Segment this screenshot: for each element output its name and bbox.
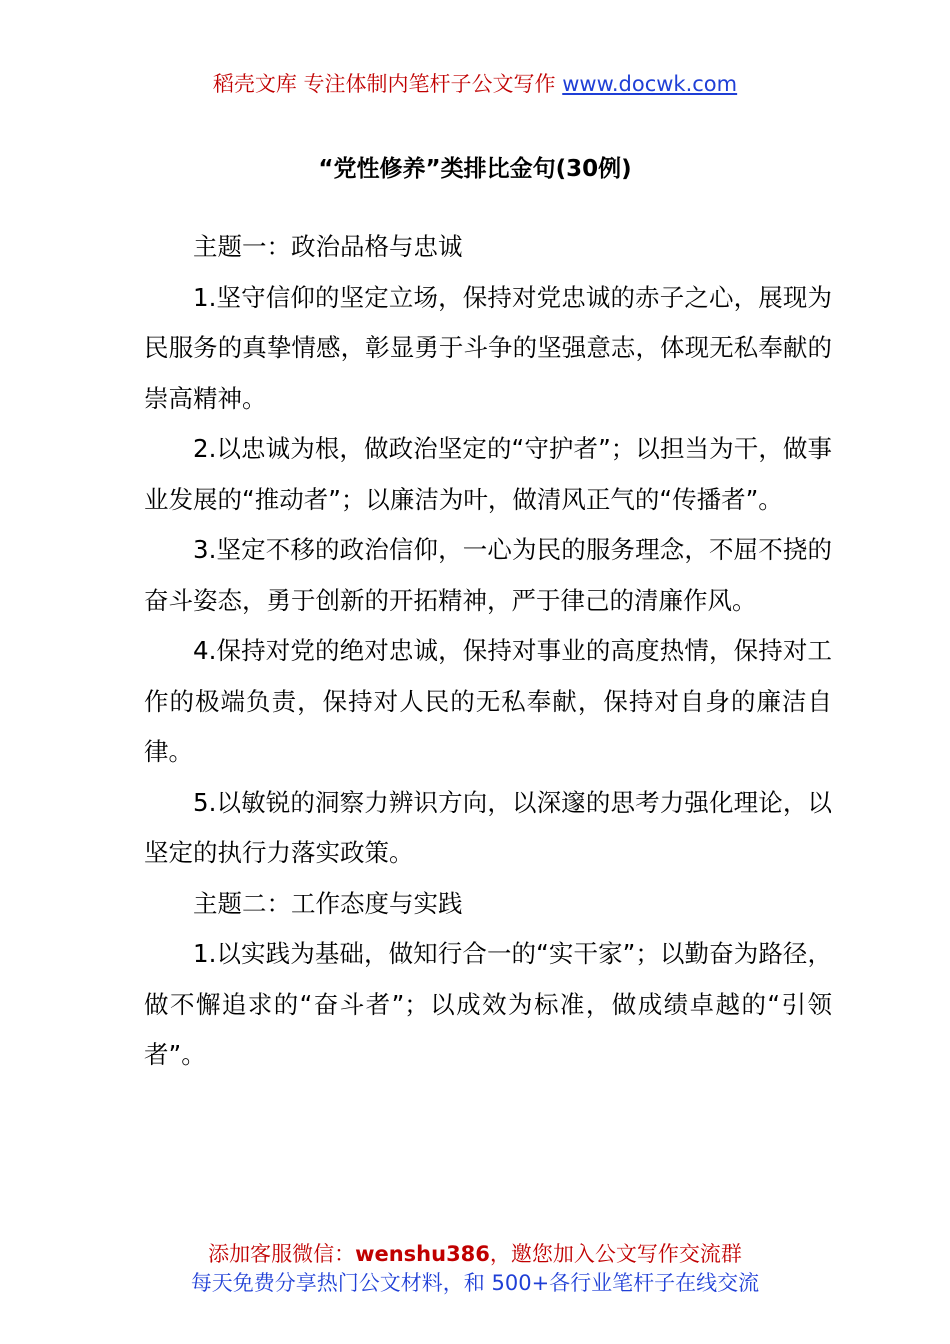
section-heading-2: 主题二：工作态度与实践 bbox=[193, 888, 463, 918]
footer-share-line: 每天免费分享热门公文材料，和 500+各行业笔杆子在线交流 bbox=[190, 1271, 760, 1295]
website-link[interactable]: www.docwk.com bbox=[562, 72, 738, 96]
wechat-id: wenshu386 bbox=[355, 1242, 490, 1266]
paragraph-item: 4.保持对党的绝对忠诚，保持对事业的高度热情，保持对工作的极端负责，保持对人民的无私奉献，保持对自身的廉洁自律。 bbox=[144, 636, 832, 766]
paragraph-item: 5.以敏锐的洞察力辨识方向，以深邃的思考力强化理论，以坚定的执行力落实政策。 bbox=[144, 787, 832, 867]
footer-prefix: 添加客服微信： bbox=[208, 1242, 356, 1266]
paragraph-item: 1.以实践为基础，做知行合一的“实干家”；以勤奋为路径，做不懈追求的“奋斗者”；以成效为标准，做成绩卓越的“引领者”。 bbox=[144, 939, 832, 1069]
document-body bbox=[144, 222, 832, 1081]
page-footer bbox=[0, 1240, 950, 1298]
footer-suffix: ，邀您加入公文写作交流群 bbox=[489, 1242, 742, 1266]
document-title: “党性修养”类排比金句(30例) bbox=[318, 156, 632, 182]
section-heading-1: 主题一：政治品格与忠诚 bbox=[193, 232, 463, 261]
footer-wechat-line bbox=[0, 1240, 950, 1269]
paragraph-item: 3.坚定不移的政治信仰，一心为民的服务理念，不屈不挠的奋斗姿态，勇于创新的开拓精神，严于律己的清廉作风。 bbox=[144, 535, 832, 615]
paragraph-item: 1.坚守信仰的坚定立场，保持对党忠诚的赤子之心，展现为民服务的真挚情感，彰显勇于斗争的坚强意志，体现无私奉献的崇高精神。 bbox=[144, 282, 832, 413]
page-header bbox=[0, 70, 950, 98]
brand-slogan: 稻壳文库 专注体制内笔杆子公文写作 bbox=[212, 72, 556, 96]
paragraph-item: 2.以忠诚为根，做政治坚定的“守护者”；以担当为干，做事业发展的“推动者”；以廉洁为叶，做清风正气的“传播者”。 bbox=[144, 434, 832, 514]
